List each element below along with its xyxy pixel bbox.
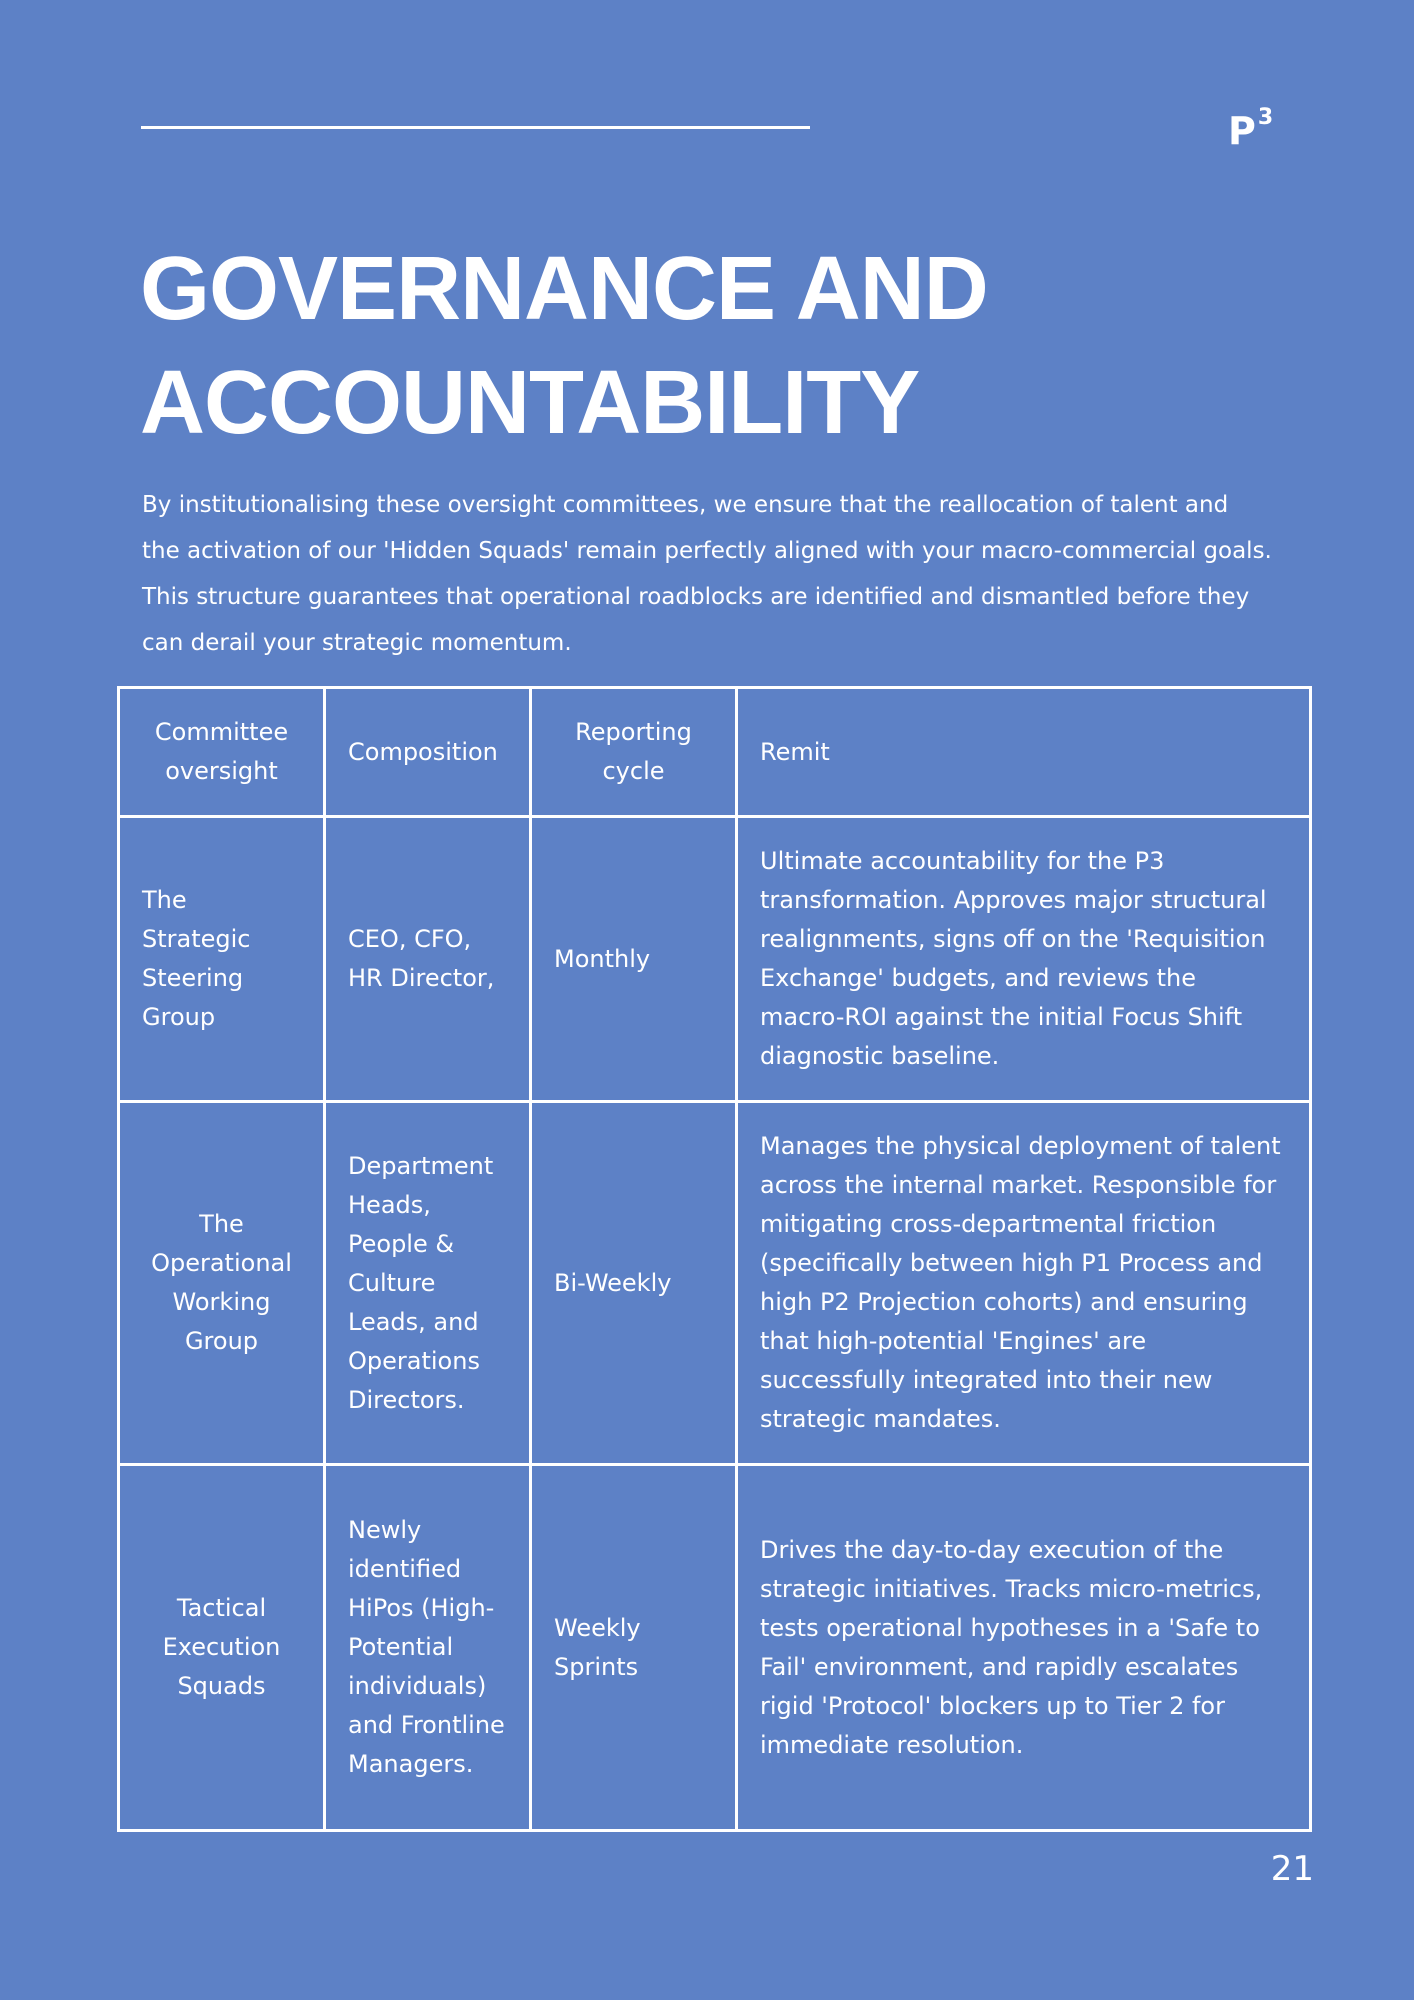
- composition-cell: CEO, CFO, HR Director,: [325, 817, 531, 1102]
- logo-text: P: [1228, 109, 1256, 153]
- table-row: [119, 817, 1311, 1102]
- table-row: [119, 1465, 1311, 1831]
- page-number: 21: [1270, 1849, 1314, 1889]
- cycle-cell: Weekly Sprints: [531, 1465, 737, 1831]
- table-row: [119, 1102, 1311, 1465]
- header-remit: Remit: [737, 688, 1311, 817]
- remit-cell: Ultimate accountability for the P3 transformation. Approves major structural realignments, signs off on the 'Requisition Exchange' budgets, and reviews the macro-ROI against the initial Focus Shift diagnostic baseline.: [737, 817, 1311, 1102]
- composition-cell: Department Heads, People & Culture Leads, and Operations Directors.: [325, 1102, 531, 1465]
- logo-superscript: 3: [1257, 105, 1274, 131]
- header-divider: [141, 126, 810, 129]
- remit-cell: Drives the day-to-day execution of the strategic initiatives. Tracks micro-metrics, tests operational hypotheses in a 'Safe to Fail' environment, and rapidly escalates rigid 'Protocol' blockers up to Tier 2 for immediate resolution.: [737, 1465, 1311, 1831]
- page-title: GOVERNANCE AND ACCOUNTABILITY: [140, 239, 988, 453]
- table-header-row: [119, 688, 1311, 817]
- committee-cell: The Operational Working Group: [119, 1102, 325, 1465]
- header-composition: Composition: [325, 688, 531, 817]
- header-committee: Committee oversight: [119, 688, 325, 817]
- remit-cell: Manages the physical deployment of talent across the internal market. Responsible for mitigating cross-departmental friction (specifically between high P1 Process and high P2 Projection cohorts) and ensuring that high-potential 'Engines' are successfully integrated into their new strategic mandates.: [737, 1102, 1311, 1465]
- composition-cell: Newly identified HiPos (High-Potential individuals) and Frontline Managers.: [325, 1465, 531, 1831]
- governance-table: [117, 686, 1312, 1832]
- committee-cell: Tactical Execution Squads: [119, 1465, 325, 1831]
- brand-logo: [1228, 105, 1274, 153]
- committee-cell: The Strategic Steering Group: [119, 817, 325, 1102]
- intro-paragraph: By institutionalising these oversight committees, we ensure that the reallocation of talent and the activation of our 'Hidden Squads' remain perfectly aligned with your macro-commercial goals. This structure guarantees that operational roadblocks are identified and dismantled before they can derail your strategic momentum.: [142, 492, 1272, 656]
- header-reporting-cycle: Reporting cycle: [531, 688, 737, 817]
- cycle-cell: Bi-Weekly: [531, 1102, 737, 1465]
- cycle-cell: Monthly: [531, 817, 737, 1102]
